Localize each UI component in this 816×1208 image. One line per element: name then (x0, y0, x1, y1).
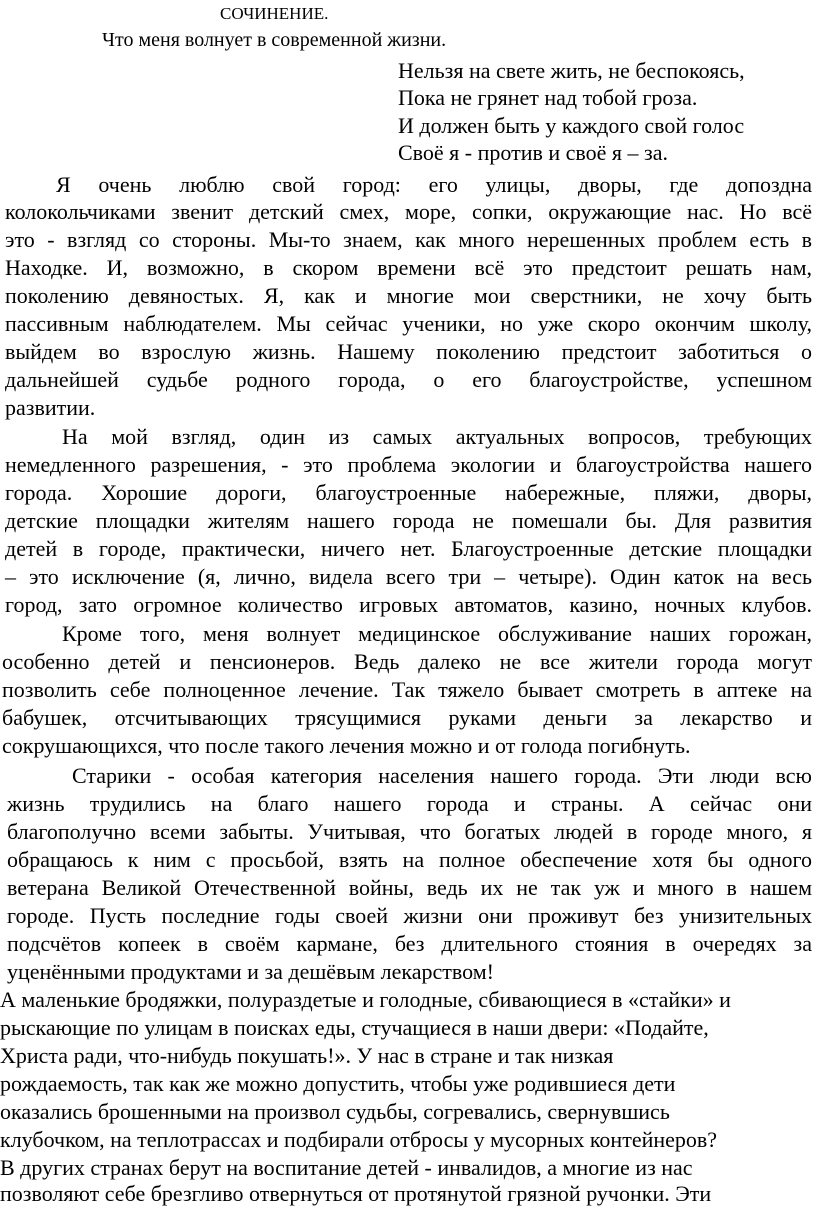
epigraph-line: Нельзя на свете жить, не беспокоясь, (398, 58, 745, 83)
paragraph-line: позволяют себе брезгливо отвернуться от протянутой грязной ручонки. Эти (0, 1181, 712, 1206)
paragraph-line: позволить себе полноценное лечение. Так тяжело бывает смотреть в аптеке на (2, 677, 812, 702)
paragraph-line: Старики - особая категория населения нашего города. Эти люди всю (72, 763, 812, 788)
paragraph-line: обращаюсь к ним с просьбой, взять на полное обеспечение хотя бы одного (7, 847, 812, 872)
paragraph-line: детские площадки жителям нашего города не помешали бы. Для развития (5, 508, 812, 533)
paragraph-line: детей в городе, практически, ничего нет. Благоустроенные детские площадки (5, 536, 812, 561)
paragraph-line: сокрушающихся, что после такого лечения можно и от голода погибнуть. (2, 733, 691, 758)
paragraph-line: клубочком, на теплотрассах и подбирали отбросы у мусорных контейнеров? (0, 1127, 718, 1152)
paragraph-line: ветерана Великой Отечественной войны, ведь их не так уж и много в нашем (7, 875, 812, 900)
paragraph-line: городе. Пусть последние годы своей жизни они проживут без унизительных (7, 903, 812, 928)
paragraph-line: А маленькие бродяжки, полураздетые и голодные, сбивающиеся в «стайки» и (0, 987, 731, 1012)
paragraph-line: подсчётов копеек в своём кармане, без длительного стояния в очередях за (7, 931, 812, 956)
paragraph-line: развитии. (5, 395, 96, 420)
paragraph-line: уценёнными продуктами и за дешёвым лекарством! (7, 959, 494, 984)
paragraph-line: поколению девяностых. Я, как и многие мои сверстники, не хочу быть (5, 283, 812, 308)
paragraph-line: это - взгляд со стороны. Мы-то знаем, как много нерешенных проблем есть в (5, 227, 812, 252)
paragraph-line: Кроме того, меня волнует медицинское обслуживание наших горожан, (62, 621, 812, 646)
document-title: СОЧИНЕНИЕ. (220, 4, 329, 23)
paragraph-line: Находке. И, возможно, в скором времени всё это предстоит решать нам, (5, 255, 812, 280)
paragraph-line: особенно детей и пенсионеров. Ведь далеко не все жители города могут (2, 649, 812, 674)
epigraph-line: Пока не грянет над тобой гроза. (398, 85, 698, 110)
paragraph-line: Я очень люблю свой город: его улицы, дворы, где допоздна (56, 172, 812, 197)
paragraph-line: бабушек, отсчитывающих трясущимися руками деньги за лекарство и (2, 705, 812, 730)
epigraph-line: И должен быть у каждого свой голос (398, 113, 745, 138)
paragraph-line: рыскающие по улицам в поисках еды, стучащиеся в наши двери: «Подайте, (0, 1015, 709, 1040)
paragraph-line: города. Хорошие дороги, благоустроенные набережные, пляжи, дворы, (5, 480, 812, 505)
paragraph-line: дальнейшей судьбе родного города, о его благоустройстве, успешном (5, 367, 812, 392)
paragraph-line: В других странах берут на воспитание детей - инвалидов, а многие из нас (0, 1155, 693, 1180)
paragraph-line: колокольчиками звенит детский смех, море, сопки, окружающие нас. Но всё (5, 199, 812, 224)
document-subtitle: Что меня волнует в современной жизни. (102, 29, 447, 51)
paragraph-line: город, зато огромное количество игровых автоматов, казино, ночных клубов. (5, 592, 812, 617)
paragraph-line: Христа ради, что-нибудь покушать!». У нас в стране и так низкая (0, 1043, 614, 1068)
paragraph-line: оказались брошенными на произвол судьбы, согревались, свернувшись (0, 1099, 670, 1124)
paragraph-line: рождаемость, так как же можно допустить, чтобы уже родившиеся дети (0, 1071, 676, 1096)
paragraph-line: жизнь трудились на благо нашего города и страны. А сейчас они (7, 791, 812, 816)
paragraph-line: выйдем во взрослую жизнь. Нашему поколению предстоит заботиться о (5, 339, 812, 364)
epigraph-line: Своё я - против и своё я – за. (398, 140, 668, 165)
paragraph-line: На мой взгляд, один из самых актуальных вопросов, требующих (62, 424, 812, 449)
paragraph-line: – это исключение (я, лично, видела всего три – четыре). Один каток на весь (5, 564, 812, 589)
paragraph-line: немедленного разрешения, - это проблема экологии и благоустройства нашего (5, 452, 812, 477)
paragraph-line: пассивным наблюдателем. Мы сейчас ученики, но уже скоро окончим школу, (5, 311, 812, 336)
paragraph-line: благополучно всеми забыты. Учитывая, что богатых людей в городе много, я (7, 819, 812, 844)
